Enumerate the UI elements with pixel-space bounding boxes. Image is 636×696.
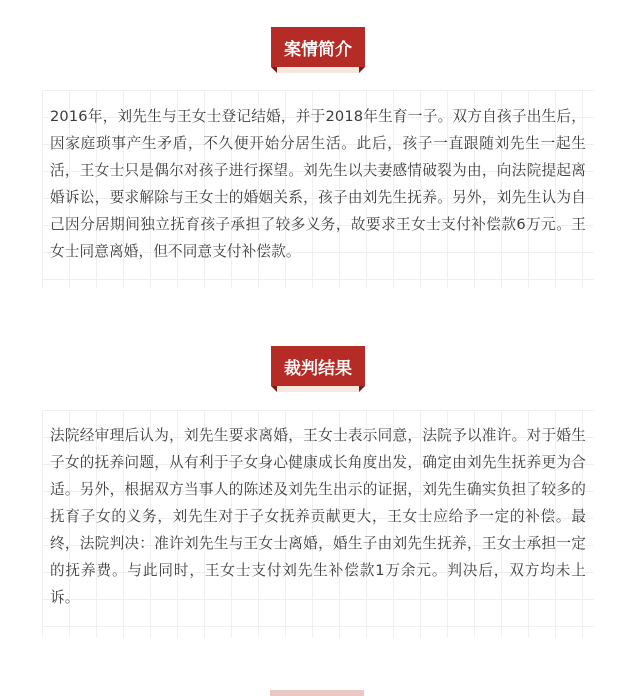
judgment-result-panel <box>42 410 594 638</box>
next-section-ribbon-partial <box>270 690 364 696</box>
case-summary-panel <box>42 90 594 288</box>
ribbon-fold-right <box>359 67 365 73</box>
title-ribbon <box>271 27 365 73</box>
ribbon-fold-right <box>359 386 365 392</box>
title-ribbon <box>271 346 365 392</box>
section-title: 案情简介 <box>271 27 365 67</box>
section-header-case-summary <box>0 27 636 73</box>
case-summary-text: 2016年，刘先生与王女士登记结婚，并于2018年生育一子。双方自孩子出生后，因家庭琐事产生矛盾，不久便开始分居生活。此后，孩子一直跟随刘先生一起生活，王女士只是偶尔对孩子进行探望。刘先生以夫妻感情破裂为由，向法院提起离婚诉讼，要求解除与王女士的婚姻关系，孩子由刘先生抚养。另外，刘先生认为自己因分居期间独立抚育孩子承担了较多义务，故要求王女士支付补偿款6万元。王女士同意离婚，但不同意支付补偿款。 <box>50 108 586 260</box>
section-title: 裁判结果 <box>271 346 365 386</box>
section-header-judgment-result <box>0 346 636 392</box>
ribbon-fold-left <box>271 67 277 73</box>
ribbon-fold-left <box>271 386 277 392</box>
judgment-result-text: 法院经审理后认为，刘先生要求离婚，王女士表示同意，法院予以准许。对于婚生子女的抚养问题，从有利于子女身心健康成长角度出发，确定由刘先生抚养更为合适。另外，根据双方当事人的陈述及刘先生出示的证据，刘先生确实负担了较多的抚育子女的义务，刘先生对于子女抚养贡献更大，王女士应给予一定的补偿。最终，法院判决：准许刘先生与王女士离婚，婚生子由刘先生抚养，王女士承担一定的抚养费。与此同时，王女士支付刘先生补偿款1万余元。判决后，双方均未上诉。 <box>50 427 586 606</box>
